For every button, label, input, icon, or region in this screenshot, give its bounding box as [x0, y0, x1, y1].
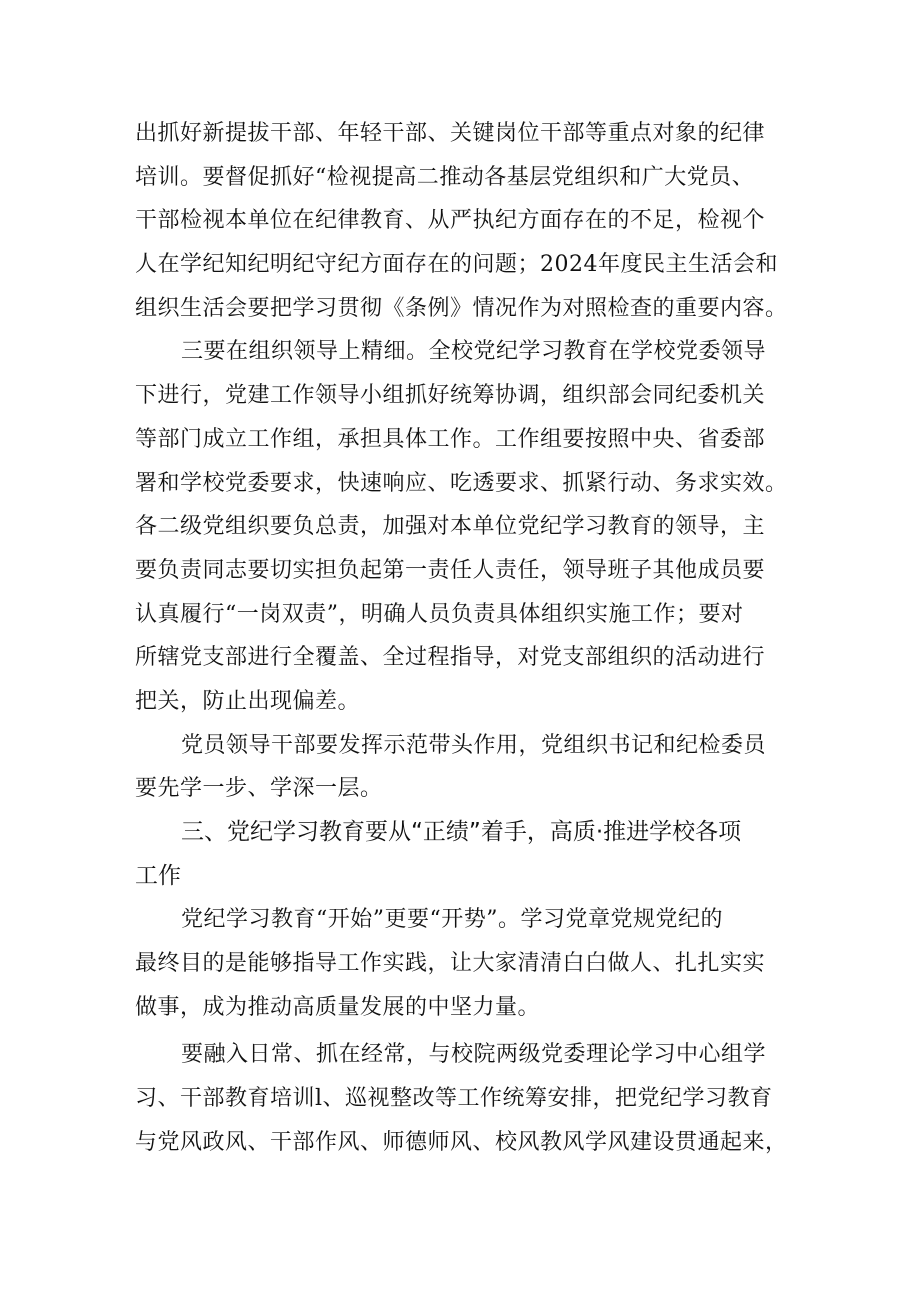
paragraph-line: 与党风政风、干部作风、师德师风、校风教风学风建设贯通起来， — [135, 1129, 788, 1155]
paragraph-integration — [135, 1033, 795, 1164]
paragraph-line: 干部检视本单位在纪律教育、从严执纪方面存在的不足，检视个 — [135, 208, 766, 234]
paragraph-training — [135, 112, 795, 330]
paragraph-line: 人在学纪知纪明纪守纪方面存在的问题；2024年度民主生活会和 — [135, 252, 778, 278]
paragraph-line: 要先学一步、学深一层。 — [135, 776, 383, 802]
paragraph-line: 认真履行“一岗双责”，明确人员负责具体组织实施工作；要对 — [135, 601, 744, 627]
paragraph-leading-cadres — [135, 724, 795, 811]
paragraph-line: 组织生活会要把学习贯彻《条例》情况作为对照检查的重要内容。 — [135, 295, 788, 321]
paragraph-line: 等部门成立工作组，承担具体工作。工作组要按照中央、省委部 — [135, 426, 766, 452]
paragraph-line: 署和学校党委要求，快速响应、吃透要求、抓紧行动、务求实效。 — [135, 470, 788, 496]
paragraph-line: 把关，防止出现偏差。 — [135, 688, 361, 714]
heading-line: 工作 — [135, 862, 181, 889]
paragraph-line: 三要在组织领导上精细。全校党纪学习教育在学校党委领导 — [181, 339, 767, 365]
paragraph-line: 党员领导干部要发挥示范带头作用，党组织书记和纪检委员 — [181, 732, 767, 758]
heading-line: 三、党纪学习教育要从“正绩”着手，高质·推进学校各项 — [181, 819, 742, 845]
paragraph-line: 最终目的是能够指导工作实践，让大家清清白白做人、扎扎实实 — [135, 951, 766, 977]
paragraph-line: 做事，成为推动高质量发展的中坚力量。 — [135, 994, 541, 1020]
document-body — [135, 112, 795, 1165]
paragraph-start-momentum — [135, 898, 795, 1029]
paragraph-line: 下进行，党建工作领导小组抓好统筹协调，组织部会同纪委机关 — [135, 383, 766, 409]
paragraph-line: 党纪学习教育“开始”更要“开势”。学习党章党规党纪的 — [181, 907, 723, 933]
paragraph-line: 各二级党组织要负总责，加强对本单位党纪学习教育的领导，主 — [135, 514, 766, 540]
paragraph-line: 出抓好新提拔干部、年轻干部、关键岗位干部等重点对象的纪律 — [135, 121, 766, 146]
paragraph-line: 习、干部教育培训l、巡视整改等工作统筹安排，把党纪学习教育 — [135, 1086, 773, 1112]
paragraph-line: 培训。要督促抓好“检视提高二推动各基层党组织和广大党员、 — [135, 164, 755, 190]
paragraph-line: 要负责同志要切实担负起第一责任人责任，领导班子其他成员要 — [135, 557, 766, 583]
section-heading — [135, 811, 795, 898]
paragraph-organization-leadership — [135, 330, 795, 723]
paragraph-line: 所辖党支部进行全覆盖、全过程指导，对党支部组织的活动进行 — [135, 645, 766, 671]
paragraph-line: 要融入日常、抓在经常，与校院两级党委理论学习中心组学 — [181, 1042, 767, 1068]
